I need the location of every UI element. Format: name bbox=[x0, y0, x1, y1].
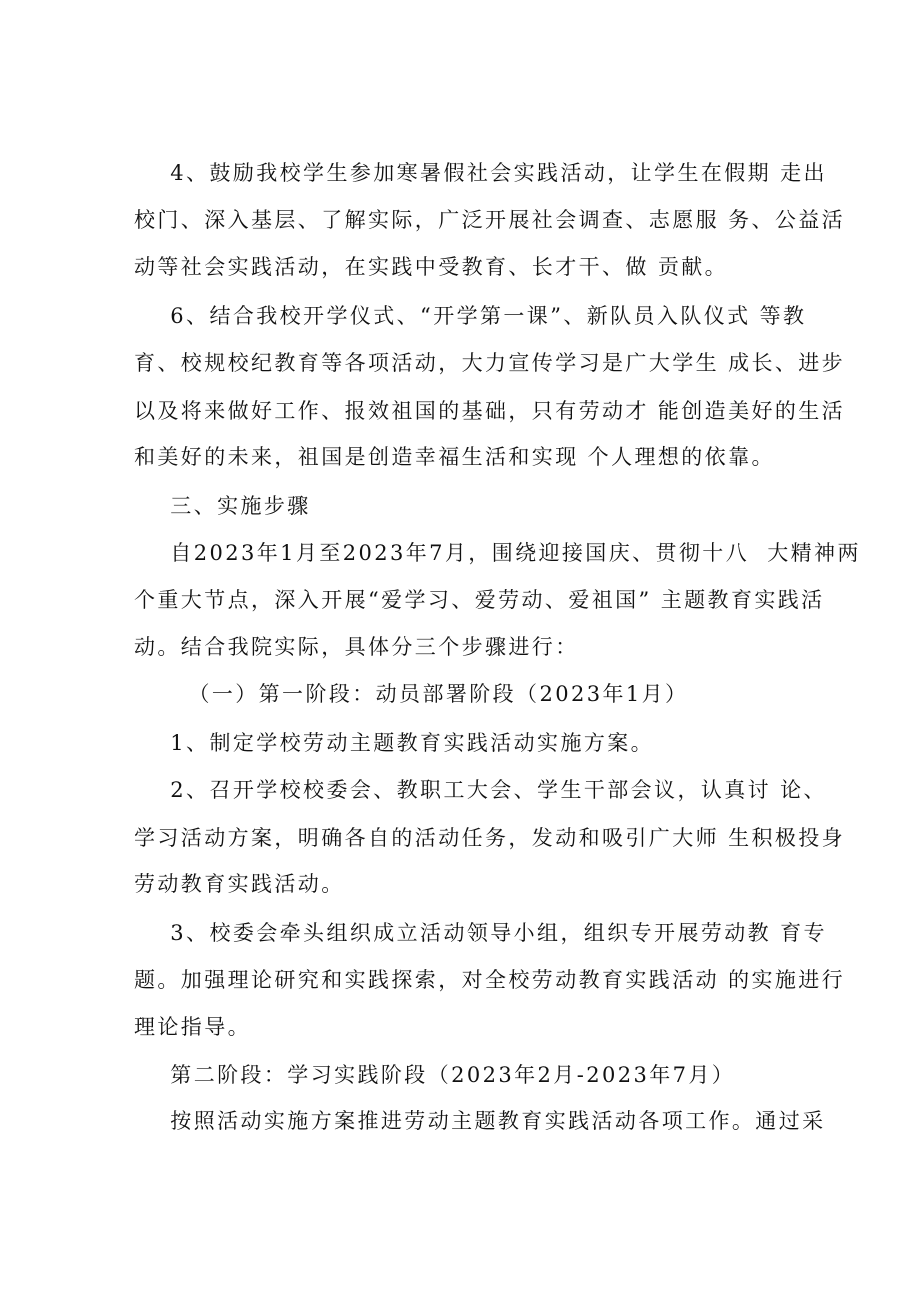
subsection-heading: 第二阶段：学习实践阶段（2023年2月-2023年7月） bbox=[134, 1063, 736, 1087]
text-line: 学习活动方案，明确各自的活动任务，发动和吸引广大师 生积极投身 bbox=[134, 826, 846, 850]
text-line: 2、召开学校校委会、教职工大会、学生干部会议，认真讨 论、 bbox=[134, 778, 827, 802]
text-line: 育、校规校纪教育等各项活动，大力宣传学习是广大学生 成长、进步 bbox=[134, 351, 846, 375]
text-line: 劳动教育实践活动。 bbox=[134, 872, 345, 896]
text-line: 动。结合我院实际，具体分三个步骤进行： bbox=[134, 635, 579, 659]
text-line: 以及将来做好工作、报效祖国的基础，只有劳动才 能创造美好的生活 bbox=[134, 399, 846, 423]
text-line: 理论指导。 bbox=[134, 1015, 251, 1039]
text-line: 3、校委会牵头组织成立活动领导小组，组织专开展劳动教 育专 bbox=[134, 921, 827, 945]
section-heading: 三、实施步骤 bbox=[134, 494, 311, 518]
text-line: 1、制定学校劳动主题教育实践活动实施方案。 bbox=[134, 731, 655, 755]
text-line: 校门、深入基层、了解实际，广泛开展社会调查、志愿服 务、公益活 bbox=[134, 208, 846, 232]
text-line: 自2023年1月至2023年7月，围绕迎接国庆、贯彻十八 大精神两 bbox=[134, 541, 861, 565]
text-line: 和美好的未来，祖国是创造幸福生活和实现 个人理想的依靠。 bbox=[134, 445, 775, 469]
text-line: 6、结合我校开学仪式、“开学第一课”、新队员入队仪式 等教 bbox=[134, 304, 807, 328]
text-line: 按照活动实施方案推进劳动主题教育实践活动各项工作。通过采 bbox=[134, 1109, 826, 1133]
subsection-heading: （一）第一阶段：动员部署阶段（2023年1月） bbox=[134, 682, 689, 706]
text-line: 4、鼓励我校学生参加寒暑假社会实践活动，让学生在假期 走出 bbox=[134, 161, 827, 185]
text-line: 题。加强理论研究和实践探索，对全校劳动教育实践活动 的实施进行 bbox=[134, 968, 846, 992]
text-line: 动等社会实践活动，在实践中受教育、长才干、做 贡献。 bbox=[134, 255, 729, 279]
text-line: 个重大节点，深入开展“爱学习、爱劳动、爱祖国” 主题教育实践活 bbox=[134, 588, 825, 612]
